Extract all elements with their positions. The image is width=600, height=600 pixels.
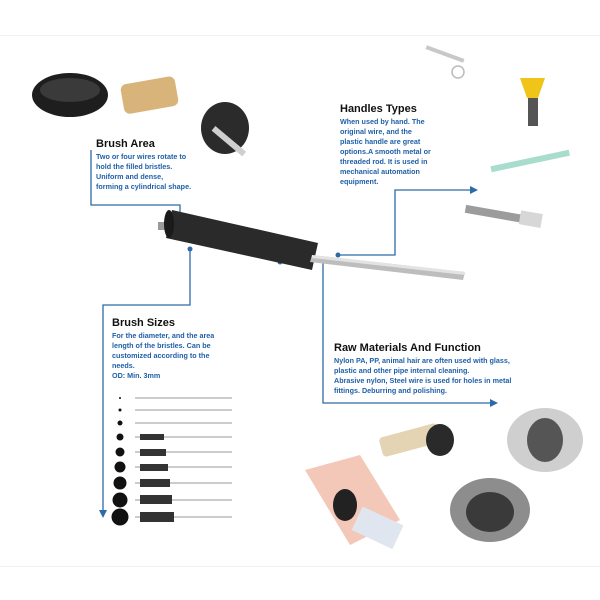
application-photos xyxy=(305,408,583,549)
raw-materials-title: Raw Materials And Function xyxy=(334,342,481,354)
main-brush-drawing xyxy=(158,210,465,280)
brush-sizes-text: For the diameter, and the area length of the bristles. Can be customized according to the needs. OD: Min. 3mm xyxy=(112,331,215,380)
brush-area-text: Two or four wires rotate to hold the filled bristles. Uniform and dense, forming a cylindrical shape. xyxy=(96,152,192,191)
handles-types-title: Handles Types xyxy=(340,103,417,115)
handles-connector xyxy=(338,190,470,255)
brush-sizes-title: Brush Sizes xyxy=(112,317,175,329)
raw-materials-text: Nylon PA, PP, animal hair are often used with glass, plastic and other pipe internal cleaning. Abrasive nylon, Steel wire is used for holes in metal fittings. Deburring and polishing. xyxy=(334,356,512,395)
handles-types-text: When used by hand. The original wire, and the plastic handle are great options.A smooth metal or threaded rod. It is used in mechanical automation equipment. xyxy=(340,117,431,186)
brush-area-title: Brush Area xyxy=(96,138,155,150)
size-chart xyxy=(112,397,233,526)
